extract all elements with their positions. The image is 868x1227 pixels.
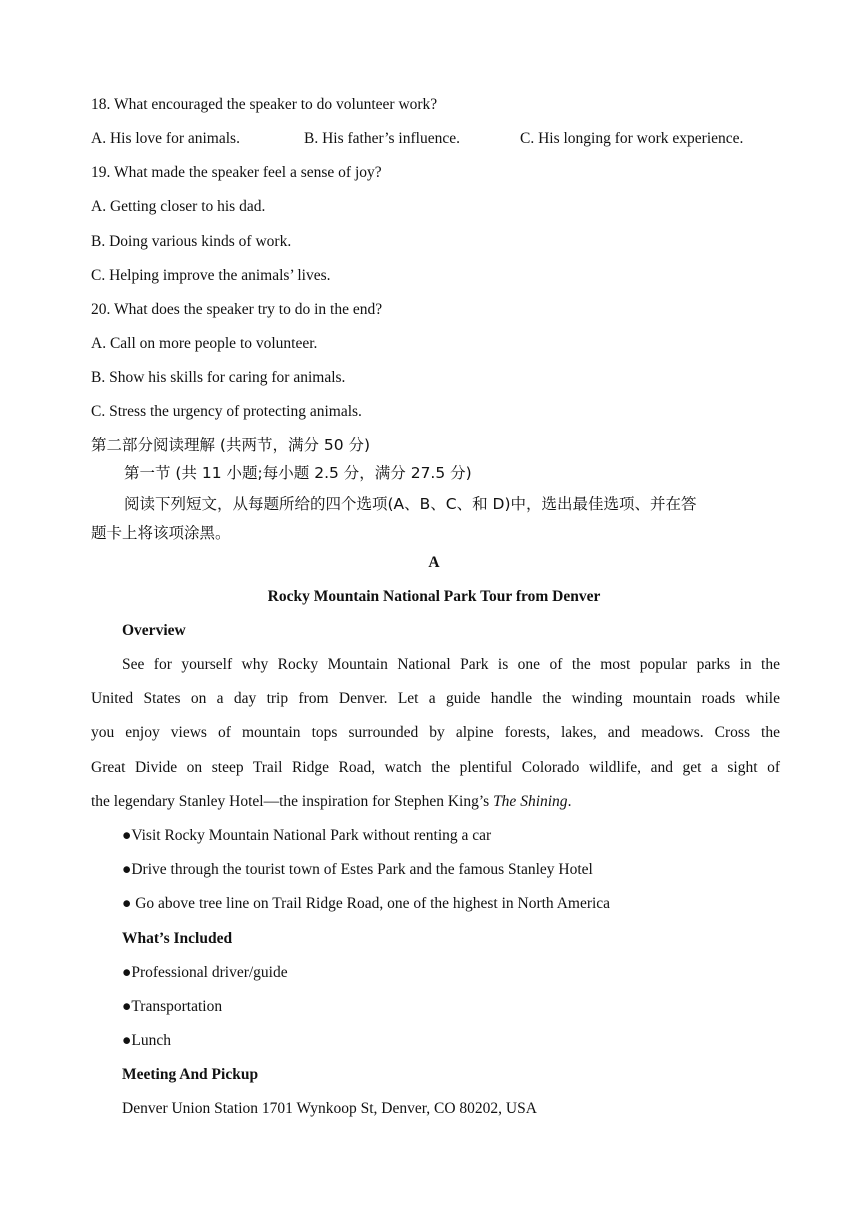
highlight-item: ●Visit Rocky Mountain National Park without renting a car — [122, 827, 492, 844]
q19-option-b: B. Doing various kinds of work. — [91, 233, 292, 250]
q20-option-c: C. Stress the urgency of protecting animals. — [91, 403, 362, 420]
part-title: 第二部分阅读理解 (共两节，满分 50 分) — [91, 436, 371, 454]
section-title: 第一节 (共 11 小题;每小题 2.5 分，满分 27.5 分) — [124, 464, 472, 482]
included-heading: What’s Included — [122, 930, 233, 947]
included-item: ●Lunch — [122, 1032, 171, 1049]
question-19: 19. What made the speaker feel a sense of joy? — [91, 164, 382, 181]
included-item: ●Transportation — [122, 998, 223, 1015]
paragraph-line-1: See for yourself why Rocky Mountain National Park is one of the most popular parks in the — [122, 656, 780, 673]
overview-heading: Overview — [122, 622, 186, 639]
passage-title: Rocky Mountain National Park Tour from Denver — [267, 588, 601, 605]
q18-option-a: A. His love for animals. — [91, 130, 240, 147]
book-title: The Shining — [493, 793, 568, 810]
q18-option-c: C. His longing for work experience. — [520, 130, 744, 147]
question-18: 18. What encouraged the speaker to do volunteer work? — [91, 96, 438, 113]
paragraph-line-2: United States on a day trip from Denver. Let a guide handle the winding mountain roads while — [91, 690, 780, 707]
paragraph-period: . — [567, 793, 572, 810]
q19-option-a: A. Getting closer to his dad. — [91, 198, 266, 215]
q20-option-a: A. Call on more people to volunteer. — [91, 335, 318, 352]
instruction-line-2: 题卡上将该项涂黑。 — [91, 524, 231, 542]
highlight-item: ●Drive through the tourist town of Estes Park and the famous Stanley Hotel — [122, 861, 593, 878]
paragraph-last-text: the legendary Stanley Hotel—the inspiration for Stephen King’s — [91, 793, 494, 810]
paragraph-line-5 — [91, 792, 571, 812]
q18-option-b: B. His father’s influence. — [304, 130, 460, 147]
passage-letter: A — [428, 554, 440, 571]
highlight-item: ● Go above tree line on Trail Ridge Road, one of the highest in North America — [122, 895, 611, 912]
meeting-address: Denver Union Station 1701 Wynkoop St, Denver, CO 80202, USA — [122, 1100, 537, 1117]
question-20: 20. What does the speaker try to do in the end? — [91, 301, 383, 318]
q19-option-c: C. Helping improve the animals’ lives. — [91, 267, 331, 284]
instruction-line-1: 阅读下列短文，从每题所给的四个选项(A、B、C、和 D)中，选出最佳选项、并在答 — [124, 495, 697, 513]
meeting-heading: Meeting And Pickup — [122, 1066, 259, 1083]
included-item: ●Professional driver/guide — [122, 964, 288, 981]
q20-option-b: B. Show his skills for caring for animals. — [91, 369, 346, 386]
paragraph-line-3: you enjoy views of mountain tops surrounded by alpine forests, lakes, and meadows. Cross the — [91, 724, 780, 741]
paragraph-line-4: Great Divide on steep Trail Ridge Road, watch the plentiful Colorado wildlife, and get a sight of — [91, 759, 780, 776]
